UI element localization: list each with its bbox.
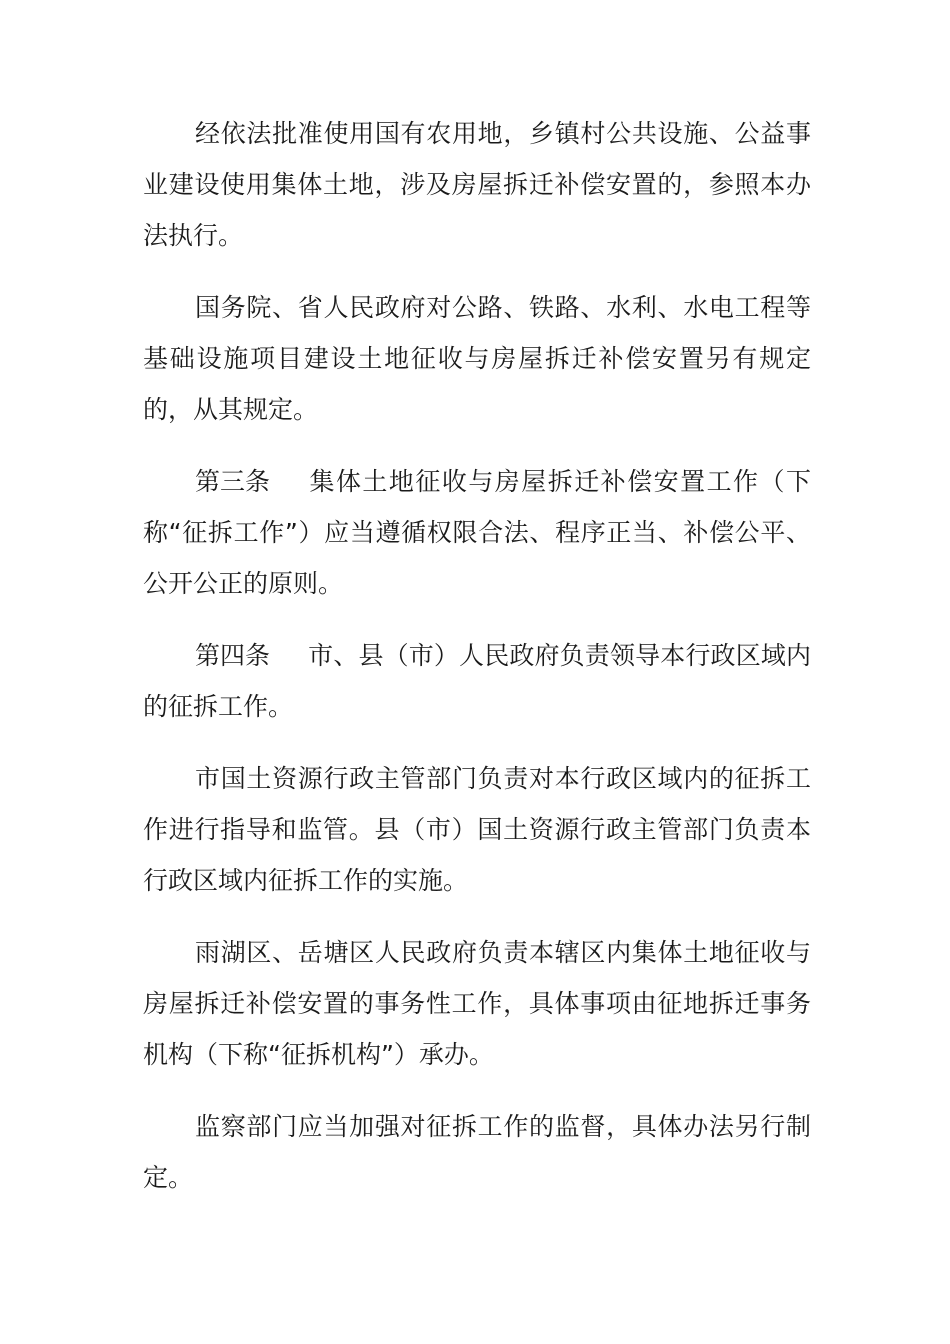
- paragraph-7: [143, 1101, 811, 1203]
- paragraph-1: [143, 108, 811, 261]
- article-4-paragraph: [143, 630, 811, 732]
- paragraph-6: [143, 927, 811, 1080]
- article-4-number: 第四条: [195, 641, 271, 670]
- paragraph-2-text: 国务院、省人民政府对公路、铁路、水利、水电工程等基础设施项目建设土地征收与房屋拆迁补偿安置另有规定的，从其规定。: [143, 293, 811, 424]
- document-body: [143, 108, 811, 1224]
- paragraph-6-text: 雨湖区、岳塘区人民政府负责本辖区内集体土地征收与房屋拆迁补偿安置的事务性工作，具体事项由征地拆迁事务机构（下称“征拆机构”）承办。: [143, 938, 811, 1069]
- paragraph-2: [143, 282, 811, 435]
- article-3-text: 集体土地征收与房屋拆迁补偿安置工作（下称“征拆工作”）应当遵循权限合法、程序正当、补偿公平、公开公正的原则。: [143, 467, 811, 598]
- paragraph-1-text: 经依法批准使用国有农用地，乡镇村公共设施、公益事业建设使用集体土地，涉及房屋拆迁补偿安置的，参照本办法执行。: [143, 119, 811, 250]
- paragraph-5: [143, 753, 811, 906]
- article-3-paragraph: [143, 456, 811, 609]
- article-3-number: 第三条: [195, 467, 271, 496]
- article-4-text: 市、县（市）人民政府负责领导本行政区域内的征拆工作。: [143, 641, 811, 721]
- paragraph-7-text: 监察部门应当加强对征拆工作的监督，具体办法另行制定。: [143, 1112, 811, 1192]
- paragraph-5-text: 市国土资源行政主管部门负责对本行政区域内的征拆工作进行指导和监管。县（市）国土资源行政主管部门负责本行政区域内征拆工作的实施。: [143, 764, 811, 895]
